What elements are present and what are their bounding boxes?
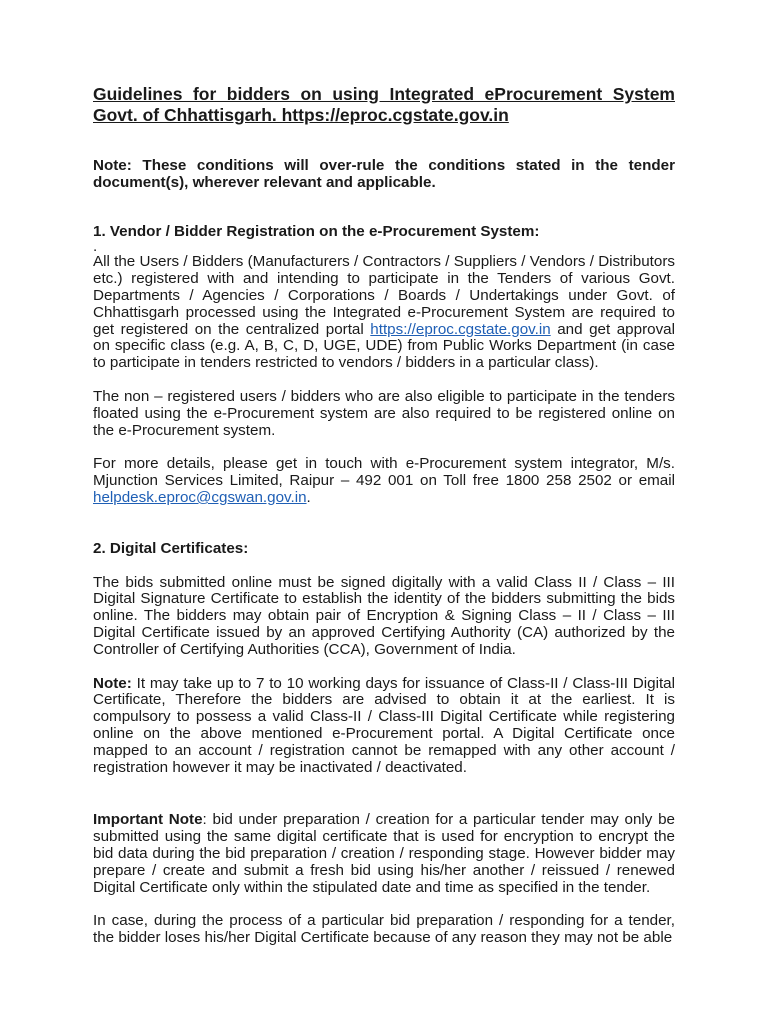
title-line-1: Guidelines for bidders on using Integrated eProcurement System [93,84,675,104]
overrule-note: Note: These conditions will over-rule the conditions stated in the tender document(s), wherever relevant and applicable. [93,157,675,191]
para-text: and get approval on specific class (e.g. A, B, C, D, UGE, UDE) from Public Works Department (in case to participate in tenders restricted to vendors / bidders in a particular class). [93,320,675,372]
section-2-note [93,676,675,777]
title-line-2: Govt. of Chhattisgarh. https://eproc.cgstate.gov.in [93,104,509,125]
section-2-para-1: The bids submitted online must be signed digitally with a valid Class II / Class – III Digital Signature Certificate to establish the identity of the bidders submitting the bids online. The bidders may obtain pair of Encryption & Signing Class – II / Class – III Digital Certificate issued by an approved Certifying Authority (CA) authorized by the Controller of Certifying Authorities (CCA), Government of India. [93,573,675,658]
note-text: It may take up to 7 to 10 working days for issuance of Class-II / Class-III Digital Certificate, Therefore the bidders are advised to obtain it at the earliest. It is compulsory to possess a valid Class-II / Class-III Digital Certificate while registering online on the above mentioned e-Procurement portal. A Digital Certificate once mapped to an account / registration cannot be remapped with any other account / registration however it may be inactivated / deactivated. [93,674,675,776]
section-2-important-note [93,812,675,896]
helpdesk-email-link[interactable]: helpdesk.eproc@cgswan.gov.in [93,488,307,506]
section-1-para-3 [93,456,675,506]
document-page [93,84,675,947]
section-1-para-2: The non – registered users / bidders who are also eligible to participate in the tenders floated using the e-Procurement system are also required to be registered online on the e-Procurement system. [93,387,675,439]
section-2-heading: 2. Digital Certificates: [93,539,249,557]
note-label: Note: [93,674,132,692]
section-1-heading: 1. Vendor / Bidder Registration on the e-Procurement System: [93,222,540,240]
important-note-text: : bid under preparation / creation for a particular tender may only be submitted using the same digital certificate that is used for encryption to encrypt the bid data during the bid preparation / creation / responding stage. However bidder may prepare / create and submit a fresh bid using his/her another / reissued / renewed Digital Certificate only within the stipulated date and time as specified in the tender. [93,811,675,896]
para-text: For more details, please get in touch with e-Procurement system integrator, M/s. Mjunction Services Limited, Raipur – 492 001 on Toll free 1800 258 2502 or email [93,455,675,490]
para-text: All the Users / Bidders (Manufacturers / Contractors / Suppliers / Vendors / Distributors etc.) registered with and intending to participate in the Tenders of various Govt. Departments / Agencies / Corporations / Boards / Undertakings under Govt. of Chhattisgarh processed using the Integrated e-Procurement System are required to get registered on the centralized portal [93,253,675,338]
stray-dot: . [93,238,98,256]
para-text: . [306,488,311,506]
eproc-portal-link[interactable]: https://eproc.cgstate.gov.in [370,320,551,338]
section-1-para-1 [93,254,675,372]
document-title [93,84,675,125]
section-2-para-last: In case, during the process of a particular bid preparation / responding for a tender, the bidder loses his/her Digital Certificate because of any reason they may not be able [93,912,675,947]
important-note-label: Important Note [93,811,203,829]
